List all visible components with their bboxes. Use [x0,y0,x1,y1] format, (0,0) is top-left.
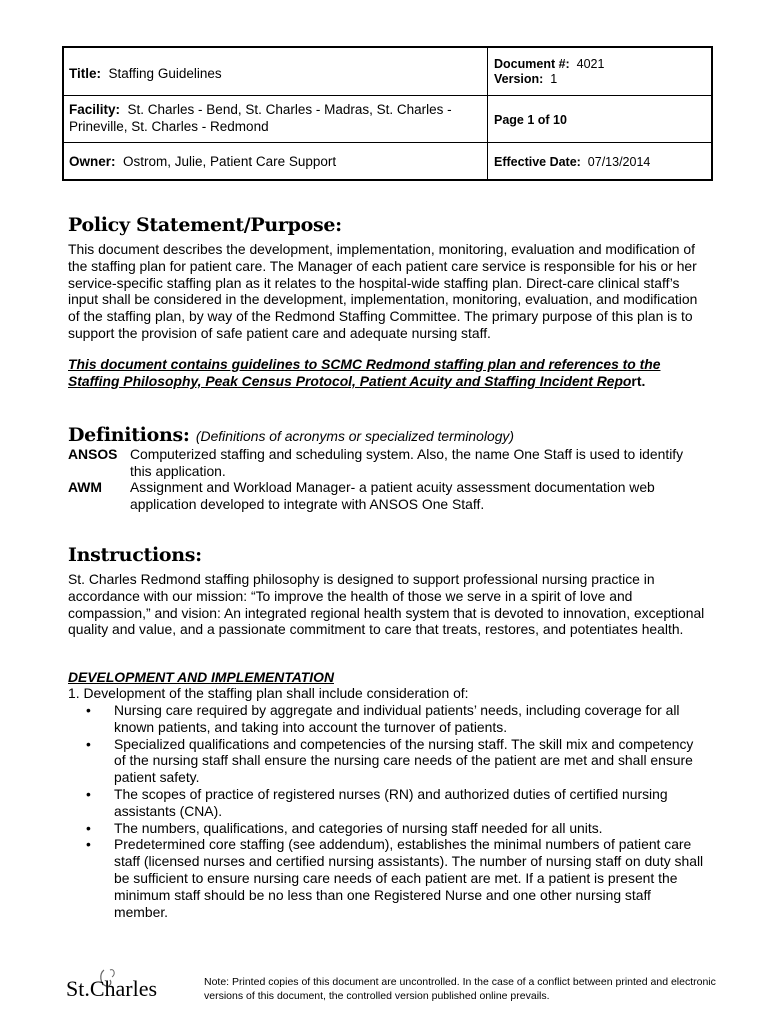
list-item [86,786,708,820]
owner-cell [69,153,479,170]
facility-label: Facility: [69,102,121,117]
document-number-value: 4021 [576,57,605,71]
document-version-cell [494,57,704,87]
bullet-icon: • [86,735,91,752]
bullet-icon: • [86,819,91,836]
owner-label: Owner: [69,154,116,169]
facility-value: St. Charles - Bend, St. Charles - Madras, St. Charles - Prineville, St. Charles - Redmond [69,102,452,134]
header-divider-vertical [487,48,488,179]
title-value: Staffing Guidelines [108,66,222,81]
footer-note: Note: Printed copies of this document are uncontrolled. In the case of a conflict between printed and electronic versions of this document, the controlled version published online prevails. [204,976,716,1002]
list-item-text: The numbers, qualifications, and categories of nursing staff needed for all units. [114,819,603,836]
bullet-icon: • [86,785,91,802]
definition-term: AWM [68,479,102,495]
definitions-colon: : [182,424,190,446]
title-label: Title: [69,66,102,81]
list-item-text: Specialized qualifications and competencies of the nursing staff. The skill mix and competency of the nursing staff shall ensure the nursing care needs of the patient are met and shall ensure patient safety. [114,735,694,786]
list-item-text: Predetermined core staffing (see addendum), establishes the minimal numbers of patient care staff (licensed nurses and certified nursing assistants). The number of nursing staff on duty shall be sufficient to ensure nursing care needs of each patient are met. If a patient is present the minimum staff should be no less than one Registered Nurse and one other nursing staff member. [114,836,704,920]
owner-value: Ostrom, Julie, Patient Care Support [123,154,337,169]
policy-notice-end: rt. [631,372,646,389]
st-charles-logo [66,964,174,1004]
definitions-subtitle: (Definitions of acronyms or specialized terminology) [195,428,514,444]
list-item [86,836,708,920]
list-item [86,736,708,786]
page-number: Page 1 of 10 [494,113,567,127]
st-charles-logo-icon [66,964,174,1004]
definition-item [68,479,708,513]
consideration-list [86,702,708,920]
bullet-icon: • [86,702,91,718]
list-item-text: Nursing care required by aggregate and individual patients’ needs, including coverage for all known patients, and taking into account the turnover of patients. [114,702,680,735]
list-item-text: The scopes of practice of registered nurses (RN) and authorized duties of certified nursing assistants (CNA). [114,785,668,819]
list-item [86,820,708,837]
bullet-icon: • [86,836,91,853]
instructions-heading: Instructions: [68,544,202,566]
title-cell [69,65,479,82]
policy-heading: Policy Statement/Purpose: [68,214,342,236]
version-value: 1 [550,72,558,86]
policy-notice [68,356,708,390]
instructions-body: St. Charles Redmond staffing philosophy is designed to support professional nursing practice in accordance with our mission: “To improve the health of those we serve in a spirit of love and compassion,” and vision: An integrated regional health system that is devoted to innovation, exceptional quality and value, and a passionate commitment to care that treats, restores, and potentiates health. [68,571,705,638]
effective-date-cell [494,154,709,171]
definitions-title: Definitions [68,424,183,446]
list-item [86,702,708,736]
effective-date-label: Effective Date: [494,155,581,169]
definitions-heading [68,424,514,446]
development-subheading: DEVELOPMENT AND IMPLEMENTATION [68,669,334,685]
numbered-item-1: 1. Development of the staffing plan shall include consideration of: [68,685,469,701]
policy-notice-text: This document contains guidelines to SCMC Redmond staffing plan and references to the Staffing Philosophy, Peak Census Protocol, Patient Acuity and Staffing Incident Repo [68,356,661,389]
definition-term: ANSOS [68,446,118,462]
effective-date-value: 07/13/2014 [587,155,651,169]
header-divider-row2 [64,142,711,143]
definition-description: Assignment and Workload Manager- a patient acuity assessment documentation web application developed to integrate with ANSOS One Staff. [130,479,655,512]
policy-body: This document describes the development, implementation, monitoring, evaluation and modification of the staffing plan for patient care. The Manager of each patient care service is responsible for his or her service-specific staffing plan as it relates to the hospital-wide staffing plan. Direct-care clinical staff’s input shall be considered in the development, implementation, monitoring, evaluation, and modification of the staffing plan, by way of the Redmond Staffing Committee. The primary purpose of this plan is to support the provision of safe patient care and adequate nursing staff. [68,241,698,341]
header-divider-row1 [64,95,711,96]
definition-item [68,446,708,480]
document-number-label: Document #: [494,57,570,71]
version-label: Version: [494,72,544,86]
document-header-table [62,46,713,181]
facility-cell [69,101,479,135]
definition-description: Computerized staffing and scheduling system. Also, the name One Staff is used to identify this application. [130,446,684,479]
logo-text: St.Charles [66,976,158,1001]
